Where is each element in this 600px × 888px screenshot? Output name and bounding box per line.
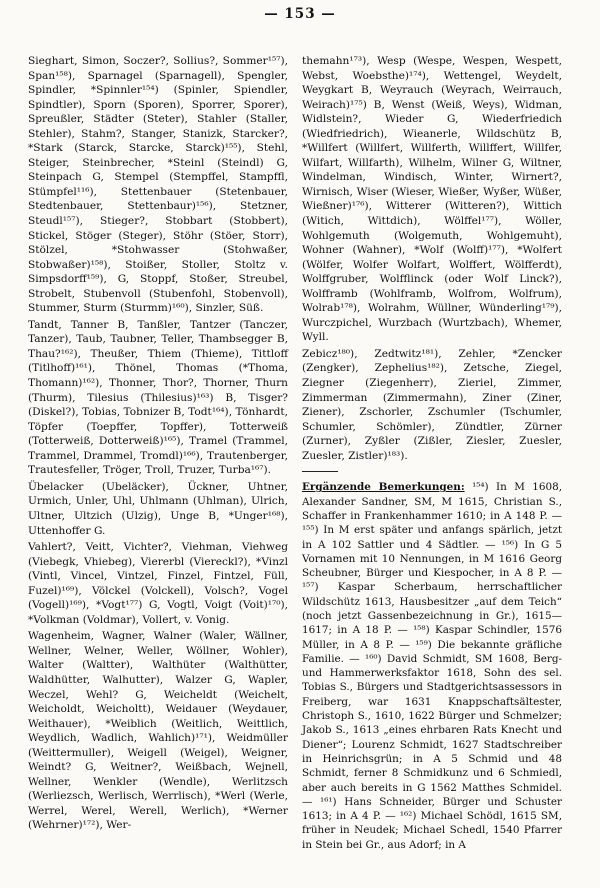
two-column-body <box>28 54 562 880</box>
surname-list-z: Zebicz¹⁸⁰), Zedtwitz¹⁸¹), Zehler, *Zencker (Zengker), Zephelius¹⁸²), Zetsche, Ziegel, Ziegner (Ziegenherr), Zieriel, Zimmer, Zimmerman (Zimmermahn), Ziner (Ziner, Ziener), Zschorler, Zschumler (Tschumler, Schumler, Schömler), Zündtler, Zürner (Zurner), Zyßler (Zißler, Ziesler, Zuesler, Zuesler, Zistler)¹⁸³). <box>302 347 562 462</box>
left-column <box>28 54 288 880</box>
surname-list-v: Vahlert?, Veitt, Vichter?, Viehman, Viehweg (Viebegk, Vhiebeg), Viererbl (Viereckl?), *Vinzl (Vintl, Vincel, Vintzel, Finzel, Fintzel, Füll, Fuzel)¹⁶⁹), Völckel (Volckell), Volsch?, Vogel (Vogell)¹⁶⁹), *Vogt¹⁷⁷) G, Vogtl, Voigt (Voit)¹⁷⁰), *Volkman (Voldmar), Vollert, v. Vonig. <box>28 541 288 626</box>
notes-label: Ergänzende Bemerkungen: <box>302 481 465 494</box>
right-column <box>302 54 562 880</box>
surname-list-t: Tandt, Tanner B, Tanßler, Tantzer (Tanczer, Tanzer), Taub, Taubner, Teller, Thambsegger B, Thau?¹⁶²), Theußer, Thiem (Thieme), Tittloff (Titlhoff)¹⁶¹), Thönel, Thomas (*Thoma, Thomann)¹⁶²), Thonner, Thor?, Thorner, Thurn (Thurm), Tilesius (Thilesius)¹⁶³) B, Tisger? (Diskel?), Tobias, Tobnizer B, Todt¹⁶⁴), Tönhardt, Töpfer (Toepffer, Topffer), Totterweiß (Totterweiß, Dotterweiß)¹⁶⁵), Tramel (Trammel, Trammel, Drammel, Tromdl)¹⁶⁶), Trautenberger, Trautesfeller, Tröger, Troll, Truzer, Turba¹⁶⁷). <box>28 318 288 477</box>
page-number: — 153 — <box>264 6 336 22</box>
surname-list-w-cont: themahn¹⁷³), Wesp (Wespe, Wespen, Wespett, Webst, Woebsthe)¹⁷⁴), Wettengel, Weydelt, Weygkart B, Weyrauch (Weyrach, Weirrauch, Weirach)¹⁷⁵) B, Wenst (Weiß, Weys), Widman, Widlstein?, Wieder G, Wiederfriedich (Wiedfriedrich), Wieanerle, Wildschütz B, *Willfert (Willfert, Willferth, Willffert, Willfer, Wilfart, Willfarth), Wilhelm, Wilner G, Wiltner, Windelman, Windisch, Winter, Wirnert?, Wirnisch, Wiser (Wieser, Wießer, Wyßer, Wüßer, Wießner)¹⁷⁶), Witterer (Witteren?), Wittich (Witich, Wittdich), Wölffel¹⁷⁷), Wöller, Wohlgemuth (Wolgemuth, Wohlgemuht), Wohner (Wahner), *Wolf (Wolff)¹⁷⁷), *Wolfert (Wölfer, Wolfer Wolfart, Wolffert, Wölfferdt), Wolffgruber, Wolfflinck (oder Wolf Linck?), Wolfframb (Wohlframb, Wolfrom, Wolfrum), Wolrab¹⁷⁸), Wolrahm, Wüllner, Wünderling¹⁷⁹), Wurczpichel, Wurzbach (Wurtzbach), Whemer, Wyll. <box>302 55 562 344</box>
notes-text: ¹⁵⁴) In M 1608, Alexander Sandner, SM, M 1615, Christian S., Schaffer in Frankenhammer 1610; in A 148 P. — ¹⁵⁵) In M erst später und anfangs spärlich, jetzt in A 102 Sattler und 4 Sädtler. — ¹⁵⁶) In G 5 Vornamen mit 10 Nennungen, in M 1616 Georg Scheubner, Bürger und Kiespocher, in A 8 P. — ¹⁵⁷) Kaspar Scherbaum, herrschaftlicher Wildschütz 1613, Hausbesitzer „auf dem Teich“ (noch jetzt Gassenbezeichnung in Gr.), 1615—1617; in A 18 P. — ¹⁵⁸) Kaspar Schindler, 1576 Müller, in A 8 P. — ¹⁵⁹) Die bekannte gräfliche Familie. — ¹⁶⁰) David Schmidt, SM 1608, Berg- und Hammerwerksfaktor 1618, Sohn des sel. Tobias S., Bürgers und Stadtgerichtsassessors in Freiberg, war 1631 Knappschaftsältester, Christoph S., 1610, 1622 Bürger und Schmelzer; Jakob S., 1613 „eines ehrbaren Rats Knecht und Diener“; Lourenz Schmidt, 1627 Stadtschreiber in Heinrichsgrün; in A 5 Schmid und 48 Schmidt, ferner 8 Schmidkunz und 6 Schmiedl, aber auch bereits in G 1562 Matthes Schmidel. — ¹⁶¹) Hans Schneider, Bürger und Schuster 1613; in A 4 P. — ¹⁶²) Michael Schödl, 1615 SM, früher in Neudek; Michael Schedl, 1540 Pfarrer in Stein bei Gr., aus Adorf; in A <box>302 481 562 851</box>
surname-list-u: Übelacker (Ubeläcker), Ückner, Uhtner, Urmich, Unler, Uhl, Uhlmann (Uhlman), Ulrich, Ultner, Ultzich (Ulzig), Unge B, *Unger¹⁶⁸), Uttenhoffer G. <box>28 480 288 537</box>
surname-list-s: Sieghart, Simon, Soczer?, Sollius?, Sommer¹⁵⁷), Span¹⁵⁸), Sparnagel (Sparnagell), Spengler, Spindler, *Spinnler¹⁵⁴) (Spinler, Spiendler, Spindtler), Sporn (Sporen), Sporrer, Sporer), Spreußler, Städter (Steter), Stahler (Staller, Stehler), Stahm?, Stanger, Stanizk, Starcker?, *Stark (Starck, Starcke, Starck)¹⁵⁵), Stehl, Steiger, Steinbrecher, *Steinl (Steindl) G, Steinpach G, Stempel (Stempffel, Stampffl, Stümpfel¹¹⁶), Stettenbauer (Stetenbauer, Stedtenbauer, Stettenbaur)¹⁵⁶), Stetzner, Steudl¹⁵⁷), Stieger?, Stobbart (Stobbert), Stickel, Stöger (Steger), Stöhr (Stöer, Storr), Stölzel, *Stohwasser (Stohwaßer, Stobwaßer)¹⁵⁸), Stoißer, Stoller, Stoltz v. Simpsdorff¹⁵⁹), G, Stoppf, Stoßer, Streubel, Strobelt, Stubenvoll (Stubenfohl, Stobenvoll), Stummer, Sturm (Sturmm)¹⁶⁰), Sinzler, Süß. <box>28 55 288 315</box>
surname-list-w: Wagenheim, Wagner, Walner (Waler, Wällner, Wellner, Welner, Weller, Wöllner, Wohler), Walter (Waltter), Walthüter (Walthütter, Waldhütter, Walhutter), Walzer G, Wapler, Weczel, Wehl? G, Weicheldt (Weichelt, Weicholdt, Weicholtt), Weidauer (Weydauer, Weithauer), *Weiblich (Weitlich, Weittlich, Weydlich, Wadlich, Wahlich)¹⁷¹), Weidmüller (Weittermuller), Weigell (Weigel), Weigner, Weindt? G, Weitner?, Weißbach, Wejnell, Wellner, Wenkler (Wendle), Werlitzsch (Werliezsch, Werlisch, Werrlisch), *Werl (Werle, Werrel, Werel, Werell, Werlich), *Werner (Wehrner)¹⁷²), Wer- <box>28 630 288 832</box>
section-divider <box>302 471 338 472</box>
supplementary-notes <box>302 480 562 852</box>
